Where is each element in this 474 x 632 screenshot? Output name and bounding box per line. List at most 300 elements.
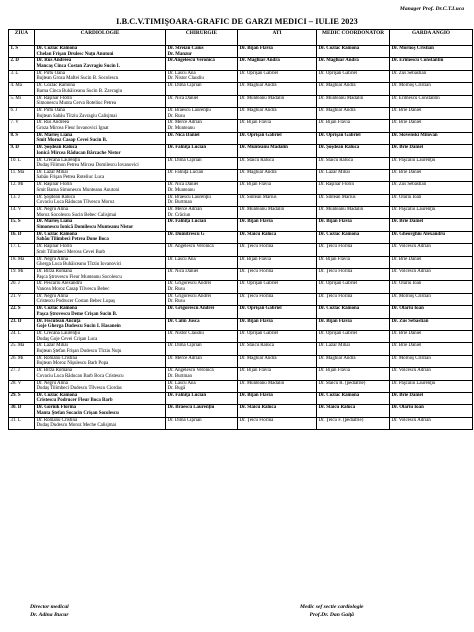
cardiologie-cell-line: Smit Moroz Casap Cevei Sucin B. [36,138,108,144]
day-cell-line: 29. S [10,392,21,398]
chirurgie-cell-line: Dr. Lascu Ana [167,70,196,76]
day-cell [9,380,35,392]
garda-angio-cell [390,182,473,194]
chirurgie-cell-line: Dr. Merce Adrian [167,355,202,361]
ati-cell [238,169,317,181]
cardiologie-cell [35,281,166,293]
garda-angio-cell [390,83,473,95]
cardiologie-cell [35,256,166,268]
chirurgie-cell-line: Dr. Munteanu [167,187,195,193]
cardiologie-cell-line: Dr. Pescariu Alexandru [36,281,82,287]
day-cell [9,219,35,231]
cardiologie-cell-line: Cristescu Podrucer Costan Bebec Lupaş [36,299,116,305]
cardiologie-cell-line: Bujtean Ştefan Frişan Dudescu Tîrziu Nuţu [36,348,122,354]
header-row [9,30,473,46]
chirurgie-cell-line: Dr. Dima Ciprian [167,157,202,163]
chirurgie-cell-line: Dr. Bugă [167,386,186,392]
cardiologie-cell-line: Dudaş Dudescu Moroz Meche Calisjmai [36,423,117,429]
cardiologie-cell-line: Sabău Frişan Petrea Roteliuc Luca [36,175,105,181]
table-row [9,219,473,231]
cardiologie-cell-line: Dr. Romanu Cristina [36,355,78,361]
day-cell-line: 27. J [10,368,20,374]
director-name: Dr. Adina Bucur [30,612,69,618]
garda-angio-cell-line: Dr. Olariu Ioan [391,281,422,287]
cardiologie-cell-line: Bujtean Moroz Nişulescu Barb Popa [36,361,109,367]
chirurgie-cell-line: Dr. Rusu [167,113,185,119]
chirurgie-cell-line: Dr. Dima Ciprian [167,83,202,89]
chief-name: Prof.Dr. Dan Gaiţă [309,612,354,618]
ati-cell [238,330,317,342]
medic-coordonator-cell-line: Dr. Ţeicu Florina [318,244,353,250]
chirurgie-cell-line: Dr. Călin Jusca [167,318,200,324]
cardiologie-cell-line: Dr. Rus Andreea [36,58,72,64]
ati-cell [238,231,317,243]
day-cell [9,46,35,58]
garda-angio-cell-line: Dr. Zus Sebastian [391,318,429,324]
cardiologie-cell-line: Paşca Ştrovescu Fleur Munteanu Socolescu [36,274,122,280]
cardiologie-cell-line: Groza Mircea Fleur Iovanovici Ignat [36,125,109,131]
ati-cell-line: Dr. Ţeicu Florina [239,244,274,250]
cardiologie-cell-line: Dr. Negru Alina [36,256,68,262]
chirurgie-cell-line: Dr. Nistor Claudiu [167,330,204,336]
chirurgie-cell-line: Dr. Dima Ciprian [167,417,202,423]
chirurgie-cell [166,207,238,219]
ati-cell-line: Dr. Munteanu Mădălin [239,207,285,213]
director-title: Director medical [30,604,69,610]
ati-cell-line: Dr. Bijan Flavia [239,256,271,262]
medic-coordonator-cell [317,380,390,392]
medic-coordonator-cell [317,58,390,70]
ati-cell-line: Dr. Sintean Marius [239,194,277,200]
chirurgie-cell-line: Dr.Angelescu Veronica [167,58,215,64]
medic-coordonator-cell-line: Dr. Oprişan Gabriel [318,70,358,76]
table-row [9,231,473,243]
ati-cell [238,194,317,206]
garda-angio-cell-line: Dr. Gheorghiu Alexandru [391,231,445,237]
cardiologie-cell [35,46,166,58]
cardiologie-cell [35,219,166,231]
table-row [9,380,473,392]
chirurgie-cell-line: Dr. Brăescu Laurenţiu [167,405,215,411]
chirurgie-cell-line: Dr. Lascu Ana [167,380,196,386]
cardiologie-cell [35,392,166,404]
table-row [9,107,473,119]
table-row [9,194,473,206]
chirurgie-cell [166,318,238,330]
day-cell-line: 10. L [10,157,21,163]
day-cell-line: 3. L [10,70,19,76]
medic-coordonator-cell-line: Dr. Răşinar Florin [318,182,354,188]
medic-coordonator-cell [317,269,390,281]
day-cell [9,306,35,318]
cardiologie-cell-line: Mancaş Cinca Costan Zavragiu Sucin I. [36,63,120,69]
cardiologie-cell [35,318,166,330]
chirurgie-cell-line: Dr. Nica Daniel [167,182,199,188]
ati-cell-line: Dr. Oprişan Gabriel [239,70,279,76]
day-cell [9,405,35,417]
day-cell-line: 30. D [10,405,22,411]
chirurgie-cell [166,405,238,417]
table-row [9,281,473,293]
garda-angio-cell [390,145,473,157]
day-cell-line: 24. L [10,330,21,336]
chirurgie-cell-line: Dr. Falniţă Lucian [167,219,207,225]
cardiologie-cell-line: Dr. Cozlac Ramona [36,231,78,237]
garda-angio-cell-line: Dr. Zus Sebastian [391,182,427,188]
medic-coordonator-cell-line: Dr. Şoşdean Raluca [318,145,360,151]
garda-angio-cell-line: Dr. Volcescu Adrian [391,269,431,275]
table-row [9,355,473,367]
ati-cell [238,343,317,355]
garda-angio-cell-line: Dr. Mornoş Cristian [391,355,431,361]
chirurgie-cell-line: Dr. Dumitrescu G [167,231,205,237]
cardiologie-cell-line: Dr. Pîrtu Oana [36,70,65,76]
ati-cell-line: Dr. Ţeicu Florina [239,293,274,299]
cardiologie-cell-line: Simonescu Ionică Domilescu Munteanu Nistor [36,225,134,231]
header-cardiologie: CARDIOLOGIE [35,30,166,46]
garda-angio-cell [390,194,473,206]
garda-angio-cell-line: Dr. Brie Daniel [391,330,422,336]
medic-coordonator-cell [317,107,390,119]
cardiologie-cell-line: Dr. Crecană Laurenţiu [36,330,81,336]
day-cell-line: 28. V [10,380,22,386]
garda-angio-cell [390,70,473,82]
day-cell-line: 9. D [10,145,19,151]
garda-angio-cell [390,355,473,367]
medic-coordonator-cell-line: Dr. Cozlac Ramona [318,46,360,51]
chirurgie-cell-line: Dr. Brăescu Laurenţiu [167,194,211,200]
medic-coordonator-cell [317,70,390,82]
cardiologie-cell-line: Bujtean Sabău Tîrziu Zavragiu Calisjmai [36,113,117,119]
ati-cell [238,70,317,82]
chief-title: Medic sef sectie cardiologie [300,604,364,610]
cardiologie-cell-line: Dr. Cozlac Ramona [36,46,78,51]
cardiologie-cell [35,95,166,107]
day-cell-line: 16. D [10,231,22,237]
cardiologie-cell-line: Dr. Cozlac Ramona [36,83,75,89]
medic-coordonator-cell-line: Dr. Cozlac Ramona [318,392,360,398]
medic-coordonator-cell [317,281,390,293]
medic-coordonator-cell [317,83,390,95]
chirurgie-cell-line: Dr. Merce Adrian [167,207,202,213]
garda-angio-cell [390,281,473,293]
day-cell-line: 20. J [10,281,20,287]
table-row [9,306,473,318]
ati-cell-line: Dr. Bijan Flavia [239,368,271,374]
medic-coordonator-cell-line: Dr. Bijan Flavia [318,318,352,324]
medic-coordonator-cell-line: Dr. Maghiar Andra [318,107,356,113]
medic-coordonator-cell [317,368,390,380]
garda-angio-cell-line: Dr. Mornoş Cristian [391,83,431,89]
medic-coordonator-cell-line: Dr. Oprişan Gabriel [318,330,358,336]
garda-angio-cell [390,107,473,119]
chirurgie-cell-line: Dr. Grigorescu Andrei [167,281,212,287]
medic-coordonator-cell [317,157,390,169]
chirurgie-cell [166,107,238,119]
schedule-table [8,29,473,430]
chirurgie-cell [166,120,238,132]
garda-angio-cell-line: Dr. Brie Daniel [391,219,423,225]
chirurgie-cell-line: Dr. Crăciun [167,212,191,218]
manager-signature: Manager Prof. Dr.C.T.Luca [399,6,464,12]
ati-cell [238,207,317,219]
garda-angio-cell-line: Dr. Olariu Ioan [391,306,424,312]
garda-angio-cell [390,231,473,243]
chirurgie-cell-line: Dr. Falniţă Lucian [167,169,204,175]
table-row [9,330,473,342]
ati-cell-line: Dr. Maghiar Andra [239,355,277,361]
cardiologie-cell-line: Smit Tilimbeci Mercea Cevei Barb [36,249,105,255]
garda-angio-cell [390,132,473,144]
ati-cell [238,380,317,392]
medic-coordonator-cell-line: Dr. Maghiar Andra [318,355,356,361]
cardiologie-cell-line: Dr. Crecană Laurenţiu [36,157,81,163]
ati-cell [238,281,317,293]
day-cell [9,182,35,194]
day-cell [9,194,35,206]
ati-cell [238,58,317,70]
chirurgie-cell-line: Dr. Nica Daniel [167,95,199,101]
table-row [9,58,473,70]
chirurgie-cell [166,293,238,305]
ati-cell-line: Dr. Oprişan Gabriel [239,330,279,336]
cardiologie-cell-line: Dr. Mărieş Liana [36,219,73,225]
cardiologie-cell [35,83,166,95]
ati-cell-line: Dr. Staicu Raluca [239,157,274,163]
ati-cell-line: Dr. Munteanu Mădălin [239,95,285,101]
table-row [9,293,473,305]
header-garda-angio: GARDA ANGIO [390,30,473,46]
medic-coordonator-cell-line: Dr. Cozlac Ramona [318,306,360,312]
chirurgie-cell-line: Dr. Burtman [167,200,192,206]
ati-cell-line: Dr. Staicu Raluca [239,343,274,349]
cardiologie-cell-line: Dr. Mărieş Liana [36,132,73,138]
ati-cell [238,269,317,281]
cardiologie-cell-line: Dr. Răşinar Florin [36,182,72,188]
chirurgie-cell [166,169,238,181]
cardiologie-cell-line: Manta Ştefan Socacin Crişan Socolescu [36,410,119,416]
medic-coordonator-cell [317,392,390,404]
garda-angio-cell-line: Dr. Brie Daniel [391,120,422,126]
day-cell [9,318,35,330]
day-cell-line: 19. Mi [10,269,24,275]
ati-cell [238,293,317,305]
cardiologie-cell [35,405,166,417]
garda-angio-cell [390,269,473,281]
ati-cell-line: Dr. Maghiar Andra [239,83,277,89]
garda-angio-cell [390,330,473,342]
table-row [9,343,473,355]
ati-cell [238,132,317,144]
day-cell-line: 4. Ma [10,83,22,89]
table-row [9,417,473,429]
day-cell-line: 5. Mi [10,95,22,101]
ati-cell-line: Dr. Maghiar Andra [239,169,277,175]
ati-cell-line: Dr. Staicu Raluca [239,405,277,411]
garda-angio-cell [390,207,473,219]
medic-coordonator-cell [317,132,390,144]
chirurgie-cell [166,157,238,169]
garda-angio-cell [390,256,473,268]
day-cell [9,293,35,305]
day-cell-line: 11. Ma [10,169,25,175]
cardiologie-cell-line: Moroz Socolescu Sucin Bebec Calisjmai [36,212,117,218]
garda-angio-cell-line: Dr. Slovenski Milovan [391,132,438,138]
ati-cell-line: Dr. Staicu Raluca [239,231,277,237]
medic-coordonator-cell [317,46,390,58]
cardiologie-cell-line: Dr. Răşinar Florin [36,95,72,101]
medic-coordonator-cell [317,405,390,417]
cardiologie-cell-line: Barna Cinca Buhăiceanu Sucin B. Zavragiu [36,88,123,94]
cardiologie-cell-line: Dr. Şoşdean Raluca [36,145,78,151]
garda-angio-cell [390,368,473,380]
chirurgie-cell [166,281,238,293]
chirurgie-cell [166,330,238,342]
ati-cell [238,306,317,318]
chirurgie-cell [166,231,238,243]
schedule-body [9,46,473,430]
ati-cell-line: Dr. Bijan Flavia [239,182,271,188]
garda-angio-cell-line: Dr. Brie Daniel [391,145,423,151]
cardiologie-cell-line: Dr. Cozlac Ramona [36,306,78,312]
ati-cell-line: Dr. Bijan Flavia [239,219,273,225]
chirurgie-cell-line: Dr. Falniţă Lucian [167,392,207,398]
garda-angio-cell [390,306,473,318]
ati-cell-line: Dr. Bijan Flavia [239,392,273,398]
header-ati: ATI [238,30,317,46]
day-cell [9,231,35,243]
garda-angio-cell [390,318,473,330]
day-cell [9,368,35,380]
medic-coordonator-cell-line: Dr. Lazăr Mihai [318,169,350,175]
table-row [9,182,473,194]
medic-coordonator-cell [317,207,390,219]
table-row [9,269,473,281]
header-chirurgie: CHIRURGIE [166,30,238,46]
cardiologie-cell-line: Dudaş Goje Cevei Crişan Luca [36,336,98,342]
medic-coordonator-cell-line: Dr. Bijan Flavia [318,120,350,126]
garda-angio-cell [390,392,473,404]
ati-cell [238,318,317,330]
cardiologie-cell [35,330,166,342]
table-row [9,132,473,144]
cardiologie-cell-line: Dudaş Tilimbeci Dudescu Tîlvescu Ciordas [36,386,122,392]
chirurgie-cell [166,194,238,206]
day-cell-line: 22. S [10,306,21,312]
day-cell-line: 1. S [10,46,19,51]
cardiologie-cell-line: Dr. Lazăr Mihai [36,343,68,349]
cardiologie-cell-line: Dr. Fiscutean Ancuţa [36,318,81,324]
day-cell [9,330,35,342]
garda-angio-cell [390,46,473,58]
garda-angio-cell-line: Dr. Volcescu Adrian [391,244,431,250]
chirurgie-cell [166,182,238,194]
cardiologie-cell [35,58,166,70]
cardiologie-cell [35,120,166,132]
table-row [9,392,473,404]
medic-coordonator-cell [317,330,390,342]
cardiologie-cell [35,417,166,429]
cardiologie-cell-line: Dr. Romanu Cristina [36,417,78,423]
table-row [9,46,473,58]
medic-coordonator-cell [317,120,390,132]
medic-coordonator-cell-line: Dr. Oprişan Gabriel [318,132,361,138]
ati-cell-line: Dr. Bijan Flavia [239,46,273,51]
day-cell [9,417,35,429]
garda-angio-cell-line: Dr. Paşcaliu Laurenţiu [391,157,436,163]
table-row [9,368,473,380]
cardiologie-cell [35,293,166,305]
medic-coordonator-cell [317,343,390,355]
chirurgie-cell [166,256,238,268]
chirurgie-cell-line: Dr. Rusu [167,299,185,305]
medic-coordonator-cell-line: Dr. Cozlac Ramona [318,231,360,237]
medic-coordonator-cell-line: Dr. Bijan Flavia [318,368,350,374]
chirurgie-cell-line: Dr. Angelescu Veronica [167,368,214,374]
cardiologie-cell [35,194,166,206]
cardiologie-cell-line: Covaciu Luca Răducan Tîlvescu Moroz [36,200,115,206]
chirurgie-cell-line: Dr. Brăescu Laurenţiu [167,107,211,113]
day-cell-line: 7. V [10,120,19,126]
day-cell [9,392,35,404]
ati-cell [238,368,317,380]
chirurgie-cell-line: Dr. Merce Adrian [167,120,202,126]
medic-coordonator-cell-line: Dr. Staicu Raluca [318,405,356,411]
medic-coordonator-cell [317,417,390,429]
table-row [9,318,473,330]
chirurgie-cell [166,368,238,380]
day-cell [9,145,35,157]
chirurgie-cell [166,219,238,231]
ati-cell [238,120,317,132]
garda-angio-cell [390,58,473,70]
cardiologie-cell-line: Dr. Bîrză Romana [36,269,72,275]
cardiologie-cell [35,132,166,144]
cardiologie-cell-line: Simonescu Munta Cerva Roteliuc Petrea [36,101,117,107]
ati-cell [238,107,317,119]
ati-cell [238,256,317,268]
day-cell [9,169,35,181]
ati-cell [238,244,317,256]
day-cell [9,58,35,70]
table-row [9,95,473,107]
ati-cell [238,83,317,95]
cardiologie-cell [35,145,166,157]
ati-cell [238,355,317,367]
day-cell-line: 12. Mi [10,182,24,188]
footer-right [300,603,364,619]
chirurgie-cell [166,355,238,367]
medic-coordonator-cell-line: Dr. Lazăr Mihai [318,343,350,349]
cardiologie-cell-line: Cristescu Podrucer Fleur Boca Barb [36,398,113,404]
chirurgie-cell-line: Dr. Dima Ciprian [167,343,202,349]
day-cell [9,269,35,281]
ati-cell [238,417,317,429]
chirurgie-cell-line: Dr. Streian Caius [167,46,204,51]
medic-coordonator-cell [317,95,390,107]
header-medic-coordonator: MEDIC COORDONATOR [317,30,390,46]
medic-coordonator-cell-line: Dr. Staicu Raluca [318,157,353,163]
medic-coordonator-cell-line: Dr. Ţeicu F. (pediatrie) [318,417,364,423]
cardiologie-cell [35,306,166,318]
day-cell [9,95,35,107]
chirurgie-cell [166,380,238,392]
day-cell [9,207,35,219]
cardiologie-cell-line: Dr. Cozlac Ramona [36,392,78,398]
medic-coordonator-cell [317,256,390,268]
chirurgie-cell-line: Dr. Lascu Ana [167,256,196,262]
garda-angio-cell [390,95,473,107]
